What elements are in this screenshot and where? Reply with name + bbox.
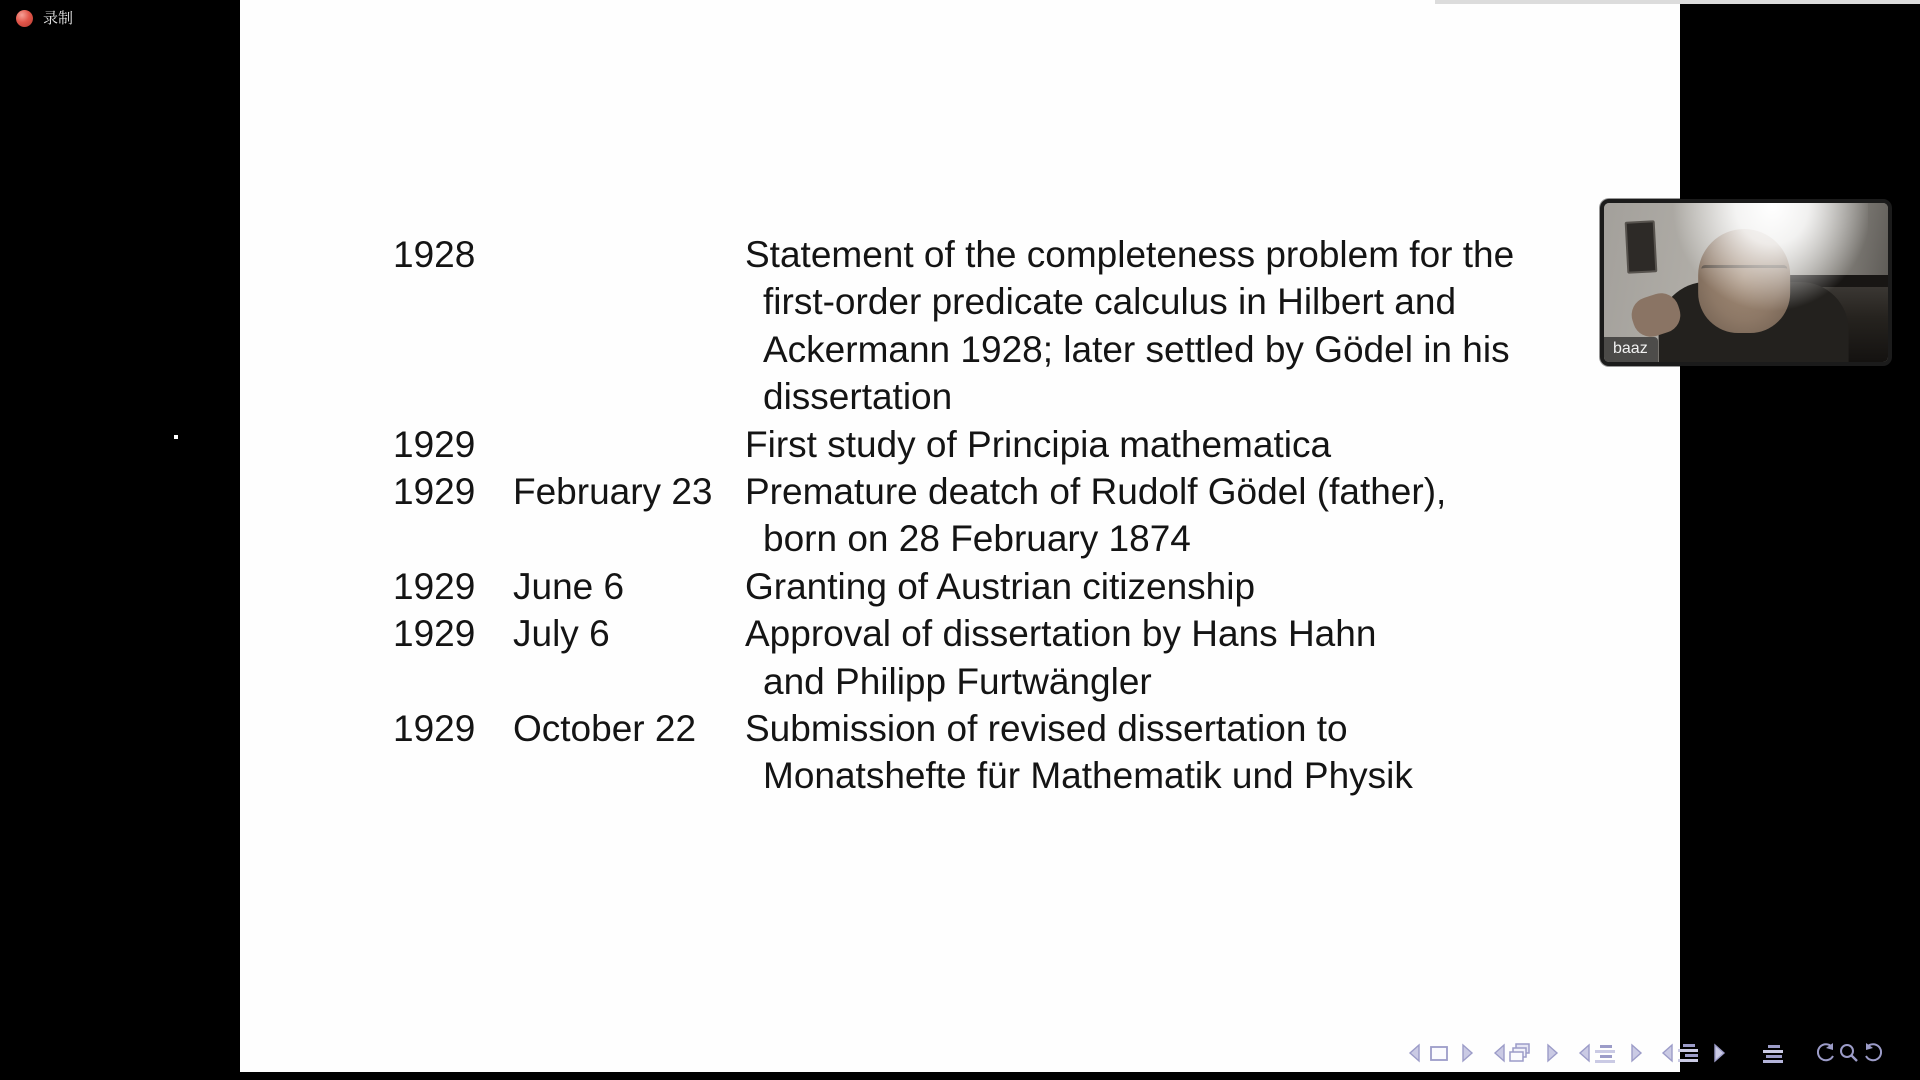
picture-frame [1625,220,1658,273]
entry-date: July 6 [513,613,610,655]
webcam-video-tile[interactable] [1600,199,1892,366]
description-line: born on 28 February 1874 [763,518,1191,560]
entry-description [745,231,1593,421]
description-line: Granting of Austrian citizenship [745,565,1256,607]
entry-year: 1928 [393,234,476,275]
description-line: Submission of revised dissertation to [745,708,1348,750]
beamer-navigation-bar [1400,1041,1900,1067]
participant-name-badge: baaz [1604,337,1658,362]
timeline-entry [393,563,1593,610]
description-line: Approval of dissertation by Hans Hahn [745,613,1377,655]
description-line: Statement of the completeness problem for the [745,234,1515,275]
entry-year: 1929 [393,471,476,513]
description-line: First study of Principia mathematica [745,423,1332,465]
search-icon[interactable] [1837,1041,1861,1065]
timeline-table [393,231,1593,800]
timeline-entry [393,421,1593,468]
next-frame-icon[interactable] [1540,1041,1564,1065]
timeline-entry [393,468,1593,563]
entry-date [513,421,745,468]
hidden-toolbar-edge [1435,0,1920,4]
entry-description [745,421,1593,468]
entry-date: June 6 [513,565,625,607]
stray-pixel-dot [174,435,178,439]
entry-description [745,610,1593,705]
next-slide-icon[interactable] [1455,1041,1479,1065]
presentation-slide [240,0,1680,1072]
description-line: first-order predicate calculus in Hilbert and [763,281,1457,323]
recording-label: 录制 [43,10,74,27]
appendix-icon[interactable] [1760,1041,1784,1065]
entry-date [513,231,745,421]
entry-date: February 23 [513,471,713,513]
next-subsection-icon[interactable] [1707,1041,1731,1065]
undo-icon[interactable] [1814,1041,1838,1065]
timeline-entry [393,610,1593,705]
prev-slide-icon[interactable] [1403,1041,1427,1065]
redo-icon[interactable] [1861,1041,1885,1065]
entry-description [745,468,1593,563]
recording-dot-icon [16,10,33,27]
entry-year: 1929 [393,565,476,607]
light-flare [1655,199,1868,330]
description-line: dissertation [763,376,953,418]
entry-year: 1929 [393,613,476,655]
timeline-entry [393,705,1593,800]
description-line: and Philipp Furtwängler [763,660,1152,702]
frame-icon[interactable] [1427,1041,1451,1065]
next-section-icon[interactable] [1624,1041,1648,1065]
frames-icon[interactable] [1506,1041,1530,1065]
description-line: Ackermann 1928; later settled by Gödel in his [763,328,1510,370]
subsection-icon[interactable] [1675,1041,1699,1065]
entry-year: 1929 [393,708,476,750]
recording-indicator [16,10,73,27]
entry-description [745,705,1593,800]
entry-year: 1929 [393,423,476,465]
entry-date: October 22 [513,708,697,750]
timeline-entry [393,231,1593,421]
entry-description [745,563,1593,610]
description-line: Premature deatch of Rudolf Gödel (father), [745,471,1447,513]
description-line: Monatshefte für Mathematik und Physik [763,755,1413,797]
section-icon[interactable] [1592,1041,1616,1065]
